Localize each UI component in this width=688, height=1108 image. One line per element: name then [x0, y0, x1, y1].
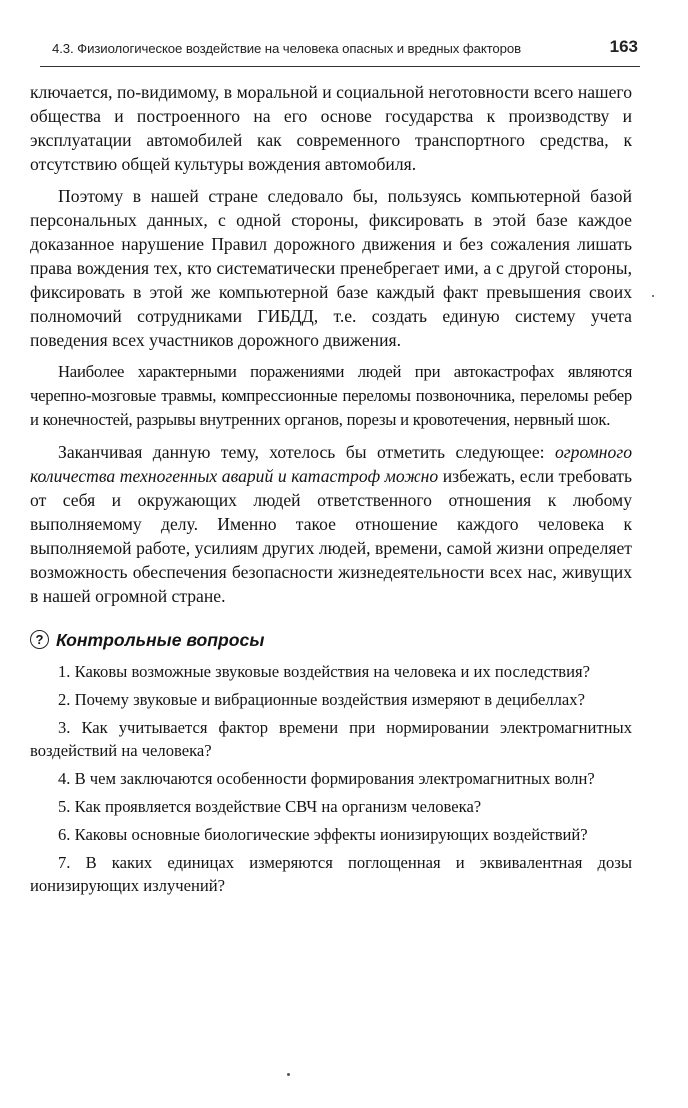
- paragraph-2: Поэтому в нашей стране следовало бы, пользуясь компьютерной базой персональных данных, с одной стороны, фиксировать в этой базе каждое доказанное нарушение Правил дорожного движения и без сожаления лишать права вождения тех, кто систематически пренебрегает ими, а с другой стороны, фиксировать в этой же компьютерной базе каждый факт превышения своих полномочий сотрудниками ГИБДД, т.е. создать единую систему учета поведения всех участников дорожного движения.: [30, 186, 632, 350]
- paragraph-4: [30, 440, 632, 608]
- running-header-title: 4.3. Физиологическое воздействие на человека опасных и вредных факторов: [52, 41, 522, 56]
- question-item: 5. Как проявляется воздействие СВЧ на организм человека?: [58, 797, 482, 816]
- questions-list: [30, 660, 632, 897]
- question-item: 4. В чем заключаются особенности формирования электромагнитных волн?: [58, 769, 595, 788]
- questions-heading: [30, 628, 632, 652]
- header-divider: [40, 66, 640, 67]
- question-item: 2. Почему звуковые и вибрационные воздействия измеряют в децибеллах?: [58, 690, 585, 709]
- paragraph-1: ключается, по-видимому, в моральной и социальной неготовности всего нашего общества и построенного на его основе государства к производству и эксплуатации автомобилей как современного транспортного средства, к отсутствию общей культуры вождения автомобиля.: [30, 82, 632, 174]
- paragraph-4-lead: Заканчивая данную тему, хотелось бы отметить следующее:: [58, 442, 555, 462]
- margin-speck: [652, 295, 654, 297]
- page-speck: [287, 1073, 290, 1076]
- paragraph-4-italic: огромного количества техногенных аварий и катастроф можно: [30, 442, 632, 486]
- question-circle-icon: ?: [30, 630, 49, 649]
- paragraph-4-rest: избежать, если требовать от себя и окружающих людей ответственного отношения к любому выполняемому делу. Именно такое отношение каждого человека к выполняемой работе, усилиям других людей, времени, самой жизни определяет возможность обеспечения безопасности жизнедеятельности всех нас, живущих в нашей огромной стране.: [30, 466, 633, 606]
- paragraph-3: Наиболее характерными поражениями людей при автокастрофах являются черепно-мозговые травмы, компрессионные переломы позвоночника, переломы ребер и конечностей, разрывы внутренних органов, порезы и кровотечения, нервный шок.: [30, 362, 632, 429]
- question-item: 7. В каких единицах измеряются поглощенная и эквивалентная дозы ионизирующих излучений?: [30, 853, 632, 895]
- question-item: 1. Каковы возможные звуковые воздействия на человека и их последствия?: [58, 662, 591, 681]
- questions-heading-text: Контрольные вопросы: [56, 630, 265, 650]
- page-body: [30, 80, 632, 902]
- page-number: 163: [609, 37, 638, 56]
- question-item: 6. Каковы основные биологические эффекты ионизирующих воздействий?: [58, 825, 588, 844]
- running-header: [40, 38, 640, 60]
- question-item: 3. Как учитывается фактор времени при нормировании электромагнитных воздействий на человека?: [30, 718, 632, 760]
